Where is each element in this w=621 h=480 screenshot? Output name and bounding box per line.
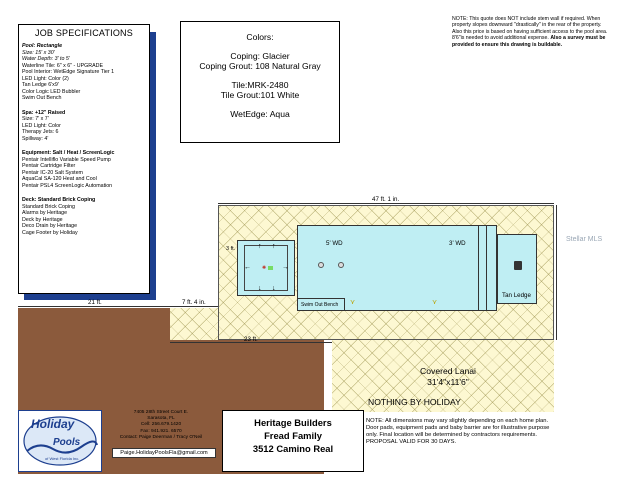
spec-spa-line: Size: 7' x 7' [22,116,49,122]
colors-title: Colors: [246,32,274,42]
spec-pool-line: Color Logic LED Bubbler [22,88,81,95]
spec-deck-line: Cage Footer by Holiday [22,229,78,236]
jet-arrow-icon: → [282,264,289,271]
builder-address: 3512 Camino Real [252,443,334,454]
wetedge-color: WetEdge: Aqua [230,109,290,119]
job-specifications-panel [18,24,150,294]
logo-line2: Pools [53,437,81,448]
access-note-text: NOTE: This quote does NOT include stem wall if required. When property slopes downward "drastically" in the rear of the property. Also this price is based on having sufficient access to the pool area. 8'6"is needed to avoid additional expense. [452,16,608,42]
jet-arrow-icon: ↓ [258,285,262,292]
contact-email[interactable]: Paige.HolidayPoolsFla@gmail.com [112,448,216,458]
spec-equipment-line: Pentair PSL4 ScreenLogic Automation [22,182,113,189]
logo-line1: Holiday [31,417,75,431]
pool-light-icon [338,262,344,268]
spec-pool-line: Tan Ledge 6'x9' [22,82,59,88]
spec-title: JOB SPECIFICATIONS [35,28,133,38]
spa-light-icon: ✺ [262,265,267,271]
spec-equipment-line: Pentair Intelliflo Variable Speed Pump [22,156,111,163]
colors-panel [180,21,340,143]
tan-ledge-label: Tan Ledge [502,292,531,299]
dimension-line-7 [170,306,218,307]
contact-people: Contact: Paige Deerman / Tracy O'Neil [119,434,203,440]
access-note [452,16,610,48]
spec-pool-line: Pool Interior: WetEdge Signature Tier 1 [22,69,115,75]
swim-out-bench-label: Swim Out Bench [301,302,339,308]
spec-deck-heading: Deck: Standard Brick Coping [22,197,96,203]
coping-color: Coping: Glacier [230,51,290,61]
spec-spa-line: Therapy Jets: 6 [22,129,59,135]
spec-spa-line: Spillway: 4' [22,135,49,142]
dimension-overall-width: 47 ft. 1 in. [372,196,400,203]
spa-dimension-label: 3 ft. [226,246,236,252]
coping-grout: Coping Grout: 108 Natural Gray [199,61,321,71]
holiday-pools-logo [18,410,102,472]
dimension-line-top [218,203,554,204]
lanai-title: Covered Lanai [420,366,476,376]
lanai-size: 31'4"x11'6" [427,377,469,387]
builder-name: Heritage Builders [254,417,332,428]
dimension-7-4: 7 ft. 4 in. [182,299,206,306]
depth-5-label: 5' WD [326,240,343,247]
builder-family: Fread Family [264,430,322,441]
spec-spa-heading: Spa: +12" Raised [22,109,66,116]
spa-drain-icon [268,266,273,270]
jet-arrow-icon: ← [244,264,251,271]
spec-deck-line: Standard Brick Coping [22,203,75,210]
contact-address: 7405 28th Street Court E. [133,410,189,415]
jet-arrow-icon: ↑ [258,243,262,250]
dimension-21: 21 ft. [88,299,102,306]
nothing-by-holiday-label: NOTHING BY HOLIDAY [368,397,461,407]
spec-equipment-line: AquaCal SA-120 Heat and Cool [22,176,97,182]
tile-grout: Tile Grout:101 White [220,90,300,100]
deck-jet-icon: ⋎ [432,299,438,306]
dimensions-disclaimer: NOTE: All dimensions may vary slightly depending on each home plan. Door pads, equipment pads and baby barrier are for illustrative purpose only. Final location will be determined by contractors requirements. PROPOSAL VALID FOR 30 DAYS. [366,418,550,445]
bubbler-icon [514,261,522,270]
spec-pool-line: Size: 15' x 30' [22,49,55,56]
spec-equipment-line: Pentair Cartridge Filter [22,163,76,169]
pool-light-icon [318,262,324,268]
spec-pool-line: Swim Out Bench [22,95,62,101]
contact-fax: Fax: 941.921. 6570 [140,428,182,434]
contact-cell: Cell: 256.679.1420 [140,422,182,428]
covered-lanai-label [408,366,488,388]
logo-line3: of West Florida Inc. [45,456,80,461]
dimension-23: 23 ft. [244,336,258,343]
tile-color: Tile:MRK-2480 [231,80,289,90]
spec-pool-line: Water Depth: 3' to 5' [22,56,70,62]
jet-arrow-icon: ↑ [272,243,276,250]
spec-deck-line: Alarms by Heritage [22,210,68,216]
dimension-line-right [556,205,557,340]
watermark: Stellar MLS [566,236,603,243]
jet-arrow-icon: ↓ [272,285,276,292]
spec-pool-line: LED Light: Color (2) [22,75,69,82]
spec-deck-line: Deco Drain by Heritage [22,223,78,229]
spec-equipment-heading: Equipment: Salt / Heat / ScreenLogic [22,150,115,156]
spec-equipment-line: Pentair IC-20 Salt System [22,169,83,176]
survey-note: Also a survey must be provided to ensure this drawing is buildable. [452,35,606,48]
dimension-line-21 [18,306,170,307]
deck-jet-icon: ⋎ [350,299,356,306]
pool-step-line-inner [486,225,487,311]
spec-deck-line: Deck by Heritage [22,216,63,223]
pool-step-line [478,225,497,311]
builder-block [222,410,364,472]
spec-pool-heading: Pool: Rectangle [22,43,63,49]
spec-spa-line: LED Light: Color [22,122,61,129]
spec-pool-line: Waterline Tile: 6" x 6" - UPGRADE [22,62,103,69]
depth-3-label: 3' WD [449,240,466,247]
contact-city: Sarasota, FL [147,416,175,422]
